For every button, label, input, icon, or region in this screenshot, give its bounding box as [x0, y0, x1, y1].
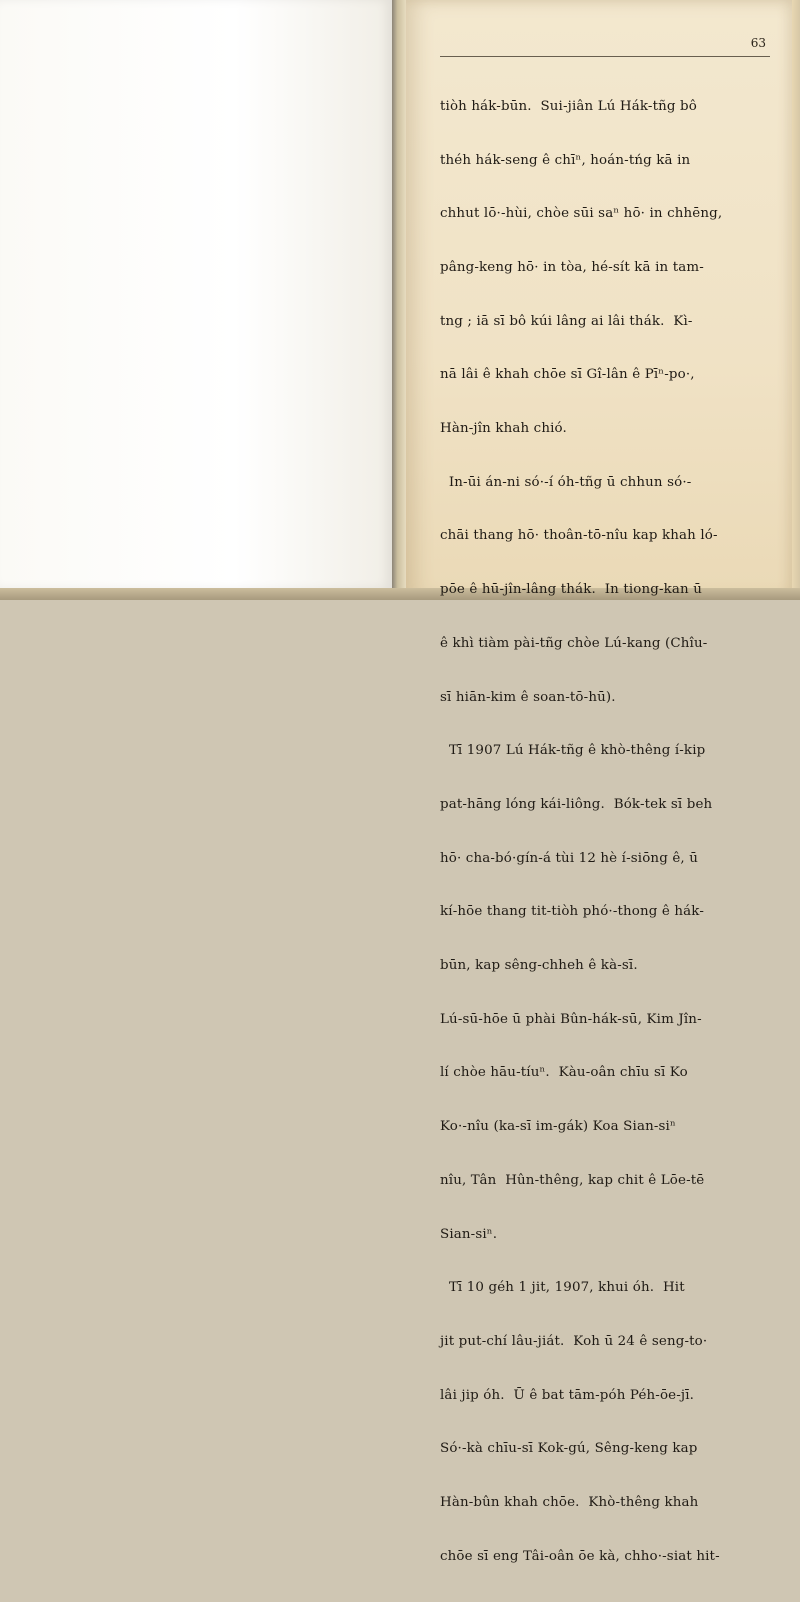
text-line: Só·-kà chīu-sī Kok-gú, Sêng-keng kap [440, 1441, 698, 1457]
text-line: chōe sī eng Tâi-oân ōe kà, chho·-siat hit- [440, 1548, 720, 1564]
text-line: théh hák-seng ê chīⁿ, hoán-tńg kā in [440, 152, 691, 168]
header-rule [440, 56, 770, 57]
text-line: jit put-chí lâu-jiát. Koh ū 24 ê seng-to· [440, 1333, 708, 1349]
text-line: tiòh hák-būn. Sui-jiân Lú Hák-tñg bô [440, 98, 697, 114]
text-line: pat-hāng lóng kái-liông. Bók-tek sī beh [440, 796, 713, 812]
body-text [440, 62, 772, 1602]
left-page-blank [0, 0, 392, 588]
text-line: Ko·-nîu (ka-sī im-gák) Koa Sian-siⁿ [440, 1119, 676, 1135]
text-line: Tī 10 géh 1 jit, 1907, khui óh. Hit [440, 1280, 685, 1296]
text-line: sī hiān-kim ê soan-tō-hū). [440, 689, 616, 705]
text-line: Hàn-jîn khah chió. [440, 421, 567, 437]
text-line: Lú-sū-hōe ū phài Bûn-hák-sū, Kim Jîn- [440, 1011, 702, 1027]
text-line: tng ; iā sī bô kúi lâng ai lâi thák. Kì- [440, 313, 693, 329]
page-number: 63 [750, 36, 766, 50]
text-line: kí-hōe thang tit-tiòh phó·-thong ê hák- [440, 904, 705, 920]
text-line: In-ūi án-ni só·-í óh-tñg ū chhun só·- [440, 474, 692, 490]
text-line: pōe ê hū-jîn-lâng thák. In tiong-kan ū [440, 582, 703, 598]
book-gutter [392, 0, 406, 600]
text-line: chāi thang hō· thoân-tō-nîu kap khah ló- [440, 528, 718, 544]
right-page-edge [792, 0, 800, 600]
text-line: ê khì tiàm pài-tñg chòe Lú-kang (Chîu- [440, 635, 708, 651]
text-line: pâng-keng hō· in tòa, hé-sít kā in tam- [440, 259, 704, 275]
text-line: Tī 1907 Lú Hák-tñg ê khò-thêng í-kip [440, 743, 706, 759]
text-line: lâi jip óh. Ū ê bat tām-póh Péh-ōe-jī. [440, 1387, 695, 1403]
text-line: Hàn-bûn khah chōe. Khò-thêng khah [440, 1495, 699, 1511]
text-line: nîu, Tân Hûn-thêng, kap chit ê Lōe-tē [440, 1172, 705, 1188]
text-line: būn, kap sêng-chheh ê kà-sī. [440, 958, 638, 974]
text-line: hō· cha-bó·gín-á tùi 12 hè í-siōng ê, ū [440, 850, 698, 866]
text-line: Sian-siⁿ. [440, 1226, 498, 1242]
text-line: chhut lō·-hùi, chòe sūi saⁿ hō· in chhēng, [440, 206, 723, 222]
text-line: nā lâi ê khah chōe sī Gî-lân ê Pīⁿ-po·, [440, 367, 695, 383]
text-line: lí chòe hāu-tíuⁿ. Kàu-oân chīu sī Ko [440, 1065, 688, 1081]
